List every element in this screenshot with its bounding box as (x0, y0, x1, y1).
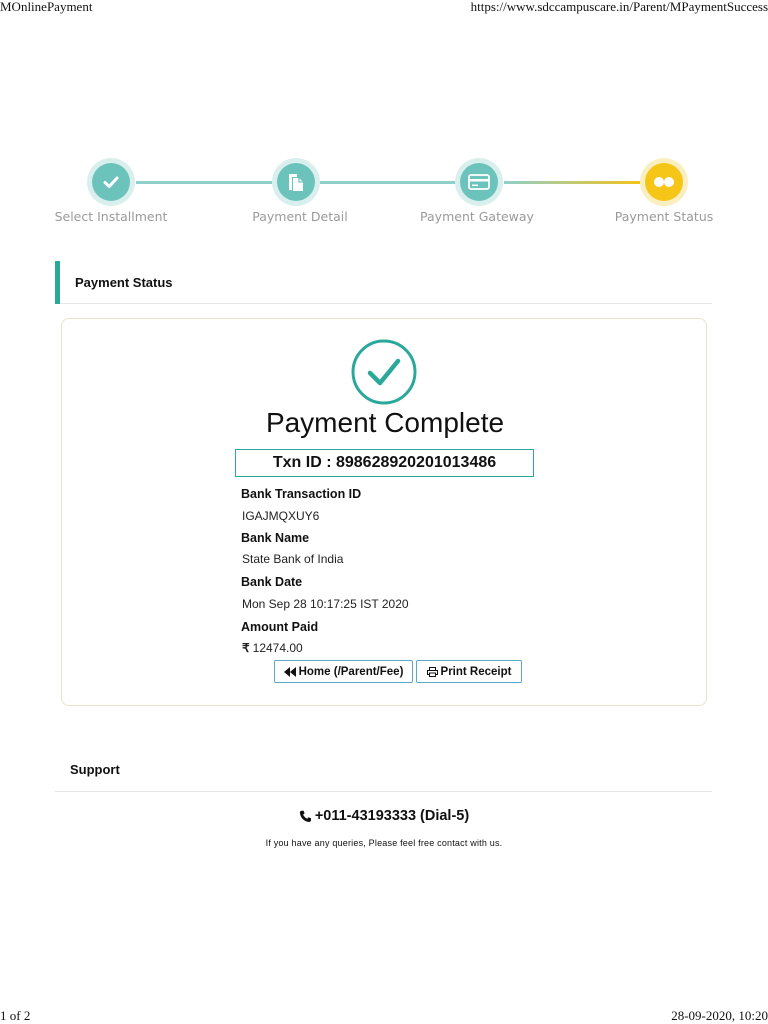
payment-status-header (55, 261, 712, 304)
support-phone[interactable] (0, 808, 768, 824)
support-title: Support (70, 762, 120, 777)
amount-paid-label: Amount Paid (241, 620, 319, 634)
step-connector (136, 181, 272, 184)
txn-id: 898628920201013486 (335, 454, 497, 471)
card-icon (468, 174, 490, 190)
print-receipt-button[interactable] (416, 660, 522, 683)
print-footer-page: 1 of 2 (0, 1008, 31, 1023)
home-button[interactable] (274, 660, 413, 683)
check-icon (102, 173, 120, 191)
step-label: Payment Status (614, 209, 714, 224)
step-label: Payment Detail (252, 209, 348, 224)
infinity-icon (652, 176, 676, 188)
print-footer-datetime: 28-09-2020, 10:20 (671, 1008, 768, 1023)
step-connector (504, 181, 640, 184)
section-title: Payment Status (75, 275, 173, 290)
accent-bar (55, 261, 60, 304)
home-button-label: Home (/Parent/Fee) (298, 665, 404, 678)
amount-paid-number: 12474.00 (252, 641, 303, 655)
step-payment-status[interactable] (640, 158, 688, 206)
support-header (55, 752, 712, 792)
amount-paid-value (242, 641, 303, 655)
print-button-label: Print Receipt (440, 665, 512, 678)
bank-transaction-id-value: IGAJMQXUY6 (242, 509, 320, 523)
step-label: Payment Gateway (420, 209, 534, 224)
phone-icon (299, 810, 312, 823)
bank-date-value: Mon Sep 28 10:17:25 IST 2020 (242, 597, 409, 611)
support-note: If you have any queries, Please feel free contact with us. (265, 838, 503, 848)
step-label: Select Installment (54, 209, 168, 224)
print-header-url: https://www.sdccampuscare.in/Parent/MPaymentSuccess (470, 0, 768, 14)
payment-result-card (61, 318, 707, 706)
bank-name-value: State Bank of India (242, 552, 344, 566)
bank-name-label: Bank Name (241, 531, 310, 545)
support-phone-number: +011-43193333 (Dial-5) (314, 808, 470, 824)
payment-stepper (0, 155, 768, 235)
txn-label: Txn ID : (272, 454, 336, 471)
bank-date-label: Bank Date (241, 575, 303, 589)
backward-icon (284, 667, 296, 677)
check-circle-icon (351, 339, 417, 405)
rupee-icon: ₹ (242, 641, 250, 655)
step-select-installment[interactable] (87, 158, 135, 206)
document-icon (287, 172, 305, 192)
step-connector (320, 181, 456, 184)
transaction-id-box (235, 449, 534, 477)
bank-transaction-id-label: Bank Transaction ID (241, 487, 362, 501)
print-icon (427, 667, 438, 677)
print-header-title: MOnlinePayment (0, 0, 93, 14)
payment-complete-heading: Payment Complete (265, 407, 505, 438)
step-payment-gateway[interactable] (455, 158, 503, 206)
step-payment-detail[interactable] (272, 158, 320, 206)
